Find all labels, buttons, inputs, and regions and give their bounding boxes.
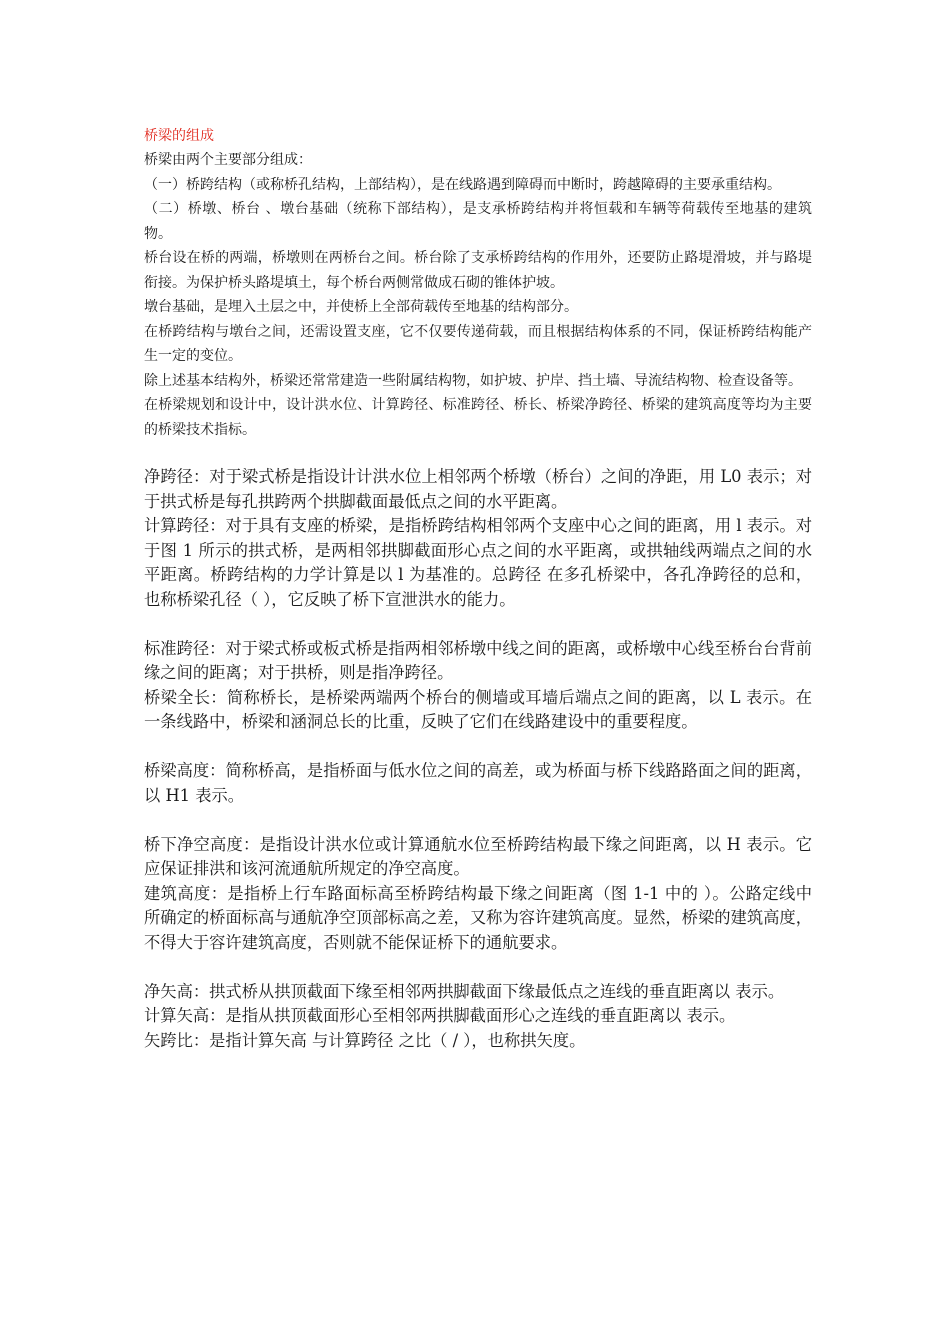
definition-standard-span: 标准跨径：对于梁式桥或板式桥是指两相邻桥墩中线之间的距离，或桥墩中心线至桥台台背前缘之间的距离；对于拱桥，则是指净跨径。 [144, 638, 812, 682]
definition-calculated-span: 计算跨径：对于具有支座的桥梁，是指桥跨结构相邻两个支座中心之间的距离，用 l 表示。对于图 1 所示的拱式桥，是两相邻拱脚截面形心点之间的水平距离，或拱轴线两端点之间的水平距离。桥跨结构的力学计算是以 l 为基准的。总跨径 在多孔桥梁中，各孔净跨径的总和，也称桥梁孔径（ ），它反映了桥下宣泄洪水的能力。 [144, 516, 812, 609]
definition-net-rise: 净矢高：拱式桥从拱顶截面下缘至相邻两拱脚截面下缘最低点之连线的垂直距离以 表示。 [144, 981, 785, 1001]
document-title: 桥梁的组成 [144, 128, 214, 144]
definition-calculated-rise: 计算矢高：是指从拱顶截面形心至相邻两拱脚截面形心之连线的垂直距离以 表示。 [144, 1006, 736, 1025]
paragraph-gap [144, 955, 812, 980]
intro-paragraph: 墩台基础，是埋入土层之中，并使桥上全部荷载传至地基的结构部分。 [144, 299, 578, 315]
definition-rise-span-ratio: 矢跨比：是指计算矢高 与计算跨径 之比（ / ），也称拱矢度。 [144, 1030, 586, 1050]
paragraph-gap [144, 735, 812, 760]
intro-paragraph: 除上述基本结构外，桥梁还常常建造一些附属结构物，如护坡、护岸、挡土墙、导流结构物、检查设备等。 [144, 372, 802, 389]
definition-total-length: 桥梁全长：简称桥长，是桥梁两端两个桥台的侧墙或耳墙后端点之间的距离，以 L 表示。在一条线路中，桥梁和涵洞总长的比重，反映了它们在线路建设中的重要程度。 [144, 687, 812, 731]
intro-paragraph: 桥台设在桥的两端，桥墩则在两桥台之间。桥台除了支承桥跨结构的作用外，还要防止路堤滑坡，并与路堤衔接。为保护桥头路堤填土，每个桥台两侧常做成石砌的锥体护坡。 [144, 250, 812, 291]
intro-paragraph: 桥梁由两个主要部分组成： [144, 152, 312, 168]
definition-bridge-height: 桥梁高度：简称桥高，是指桥面与低水位之间的高差，或为桥面与桥下线路路面之间的距离，以 H1 表示。 [144, 761, 812, 805]
intro-paragraph: 在桥跨结构与墩台之间，还需设置支座，它不仅要传递荷载，而且根据结构体系的不同，保证桥跨结构能产生一定的变位。 [144, 323, 812, 364]
definition-construction-height: 建筑高度：是指桥上行车路面标高至桥跨结构最下缘之间距离（图 1-1 中的 ）。公路定线中所确定的桥面标高与通航净空顶部标高之差，又称为容许建筑高度。显然，桥梁的建筑高度，不得大于容许建筑高度，否则就不能保证桥下的通航要求。 [144, 883, 812, 952]
document-page [144, 124, 812, 1053]
intro-paragraph: 在桥梁规划和设计中，设计洪水位、计算跨径、标准跨径、桥长、桥梁净跨径、桥梁的建筑高度等均为主要的桥梁技术指标。 [144, 397, 812, 438]
intro-paragraph: （一）桥跨结构（或称桥孔结构，上部结构），是在线路遇到障碍而中断时，跨越障碍的主要承重结构。 [144, 176, 781, 193]
definition-clearance-height: 桥下净空高度：是指设计洪水位或计算通航水位至桥跨结构最下缘之间距离，以 H 表示。它应保证排洪和该河流通航所规定的净空高度。 [144, 834, 812, 878]
definition-net-span: 净跨径：对于梁式桥是指设计计洪水位上相邻两个桥墩（桥台）之间的净距，用 L0 表示；对于拱式桥是每孔拱跨两个拱脚截面最低点之间的水平距离。 [144, 467, 812, 511]
paragraph-gap [144, 808, 812, 833]
intro-section [144, 148, 812, 442]
definitions-section [144, 465, 812, 1053]
paragraph-gap [144, 612, 812, 637]
intro-paragraph: （二）桥墩、桥台 、墩台基础（统称下部结构），是支承桥跨结构并将恒载和车辆等荷载传至地基的建筑物。 [144, 201, 812, 242]
